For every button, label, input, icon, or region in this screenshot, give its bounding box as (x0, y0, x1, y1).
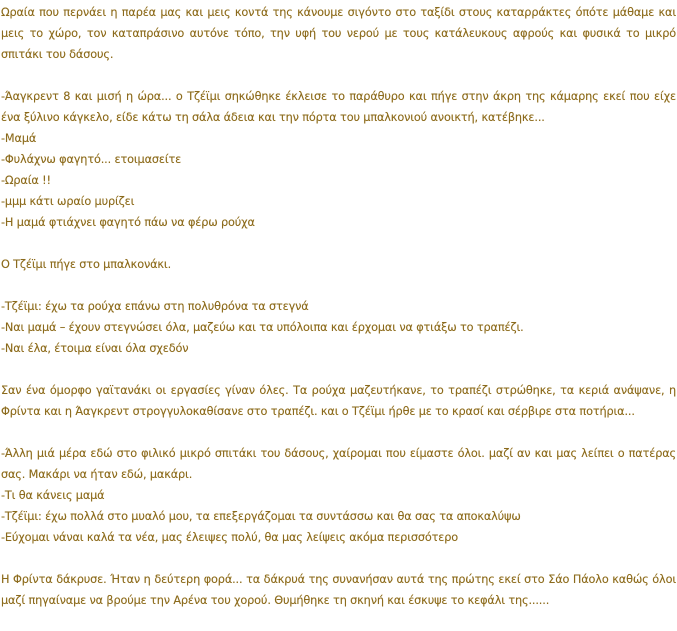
paragraph-waterfalls: Ωραία που περνάει η παρέα μας και μεις κοντά της κάνουμε σιγόντο στο ταξίδι στους καταρράκτες όπότε μάθαμε και μεις το χώρο, τον καταπράσινο αυτόνε τόπο, την υφή του νερού με τους κατάλευκους αφρούς και φυσικά το μικρό σπιτάκι του δάσους. (1, 6, 676, 61)
paragraph-dialogue-mom (1, 86, 676, 233)
dialogue-line: -Τζέϊμι: έχω τα ρούχα επάνω στη πολυθρόνα τα στεγνά (1, 300, 309, 313)
dialogue-line: -Άαγκρεντ 8 και μισή η ώρα... ο Τζέϊμι σηκώθηκε έκλεισε το παράθυρο και πήγε στην άκρη της κάμαρης εκεί που είχε ένα ξύλινο κάγκελο, είδε κάτω τη σάλα άδεια και την πόρτα του μπαλκονιού ανοικτή, κατέβηκε... (1, 90, 676, 124)
paragraph-frida-tears: Η Φρίντα δάκρυσε. Ήταν η δεύτερη φορά... τα δάκρυά της συνανήσαν αυτά της πρώτης εκεί στο Σάο Πάολο καθώς όλοι μαζί πηγαίναμε να βρούμε την Αρένα του χορού. Θυμήθηκε τη σκηνή και έσκυψε το κεφάλι της...... (1, 573, 676, 607)
dialogue-line: -Φυλάχνω φαγητό... ετοιμασείτε (1, 153, 182, 166)
dialogue-line: -Ναι μαμά – έχουν στεγνώσει όλα, μαζεύω και τα υπόλοιπα και έρχομαι να φτιάξω το τραπέζι. (1, 321, 524, 334)
dialogue-line: -Εύχομαι νάναι καλά τα νέα, μας έλειψες πολύ, θα μας λείψεις ακόμα περισσότερο (1, 531, 459, 544)
dialogue-line: -μμμ κάτι ωραίο μυρίζει (1, 195, 135, 208)
paragraph-balcony: Ο Τζέϊμι πήγε στο μπαλκονάκι. (1, 258, 172, 271)
dialogue-line: -Η μαμά φτιάχνει φαγητό πάω να φέρω ρούχα (1, 216, 255, 229)
dialogue-line: -Ναι έλα, έτοιμα είναι όλα σχεδόν (1, 342, 189, 355)
dialogue-line: -Άλλη μιά μέρα εδώ στο φιλικό μικρό σπιτάκι του δάσους, χαίρομαι που είμαστε όλοι. μαζί αν και μας λείπει ο πατέρας σας. Μακάρι να ήταν εδώ, μακάρι. (1, 447, 676, 481)
dialogue-line: -Τζέϊμι: έχω πολλά στο μυαλό μου, τα επεξεργάζομαι τα συντάσσω και θα σας τα αποκαλύψω (1, 510, 521, 523)
dialogue-line: -Ωραία !! (1, 174, 51, 187)
paragraph-dinner: Σαν ένα όμορφο γαϊτανάκι οι εργασίες γίναν όλες. Τα ρούχα μαζευτήκανε, το τραπέζι στρώθηκε, τα κεριά ανάψανε, η Φρίντα και η Άαγκρεντ στρογγυλοκαθίσανε στο τραπέζι. και ο Τζέϊμι ήρθε με το κρασί και σέρβιρε στα ποτήρια... (1, 384, 676, 418)
dialogue-line: -Μαμά (1, 132, 37, 145)
paragraph-dialogue-clothes (1, 296, 676, 359)
dialogue-line: -Τι θα κάνεις μαμά (1, 489, 105, 502)
paragraph-dialogue-dinner (1, 443, 676, 548)
